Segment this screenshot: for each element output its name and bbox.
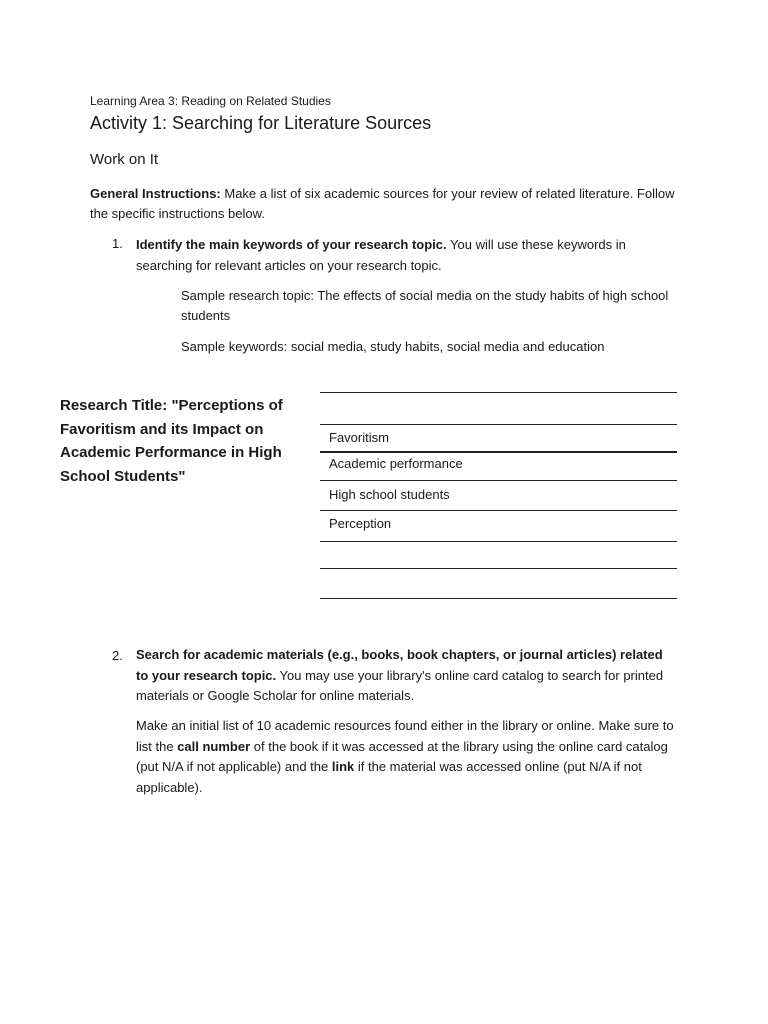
keyword-cell: Academic performance <box>329 456 463 471</box>
item-1-text <box>136 234 676 276</box>
general-instructions-label: General Instructions: <box>90 186 221 201</box>
keyword-cell: Perception <box>329 516 392 531</box>
sample-research-topic: Sample research topic: The effects of social media on the study habits of high school students <box>181 288 669 323</box>
table-line <box>320 510 677 511</box>
table-line <box>320 598 677 599</box>
research-title: Research Title: "Perceptions of Favoritism and its Impact on Academic Performance in High School Students" <box>60 397 283 485</box>
item-2-text <box>136 645 676 707</box>
general-instructions-text: Make a list of six academic sources for your review of related literature. Follow the specific instructions below. <box>90 186 675 221</box>
section-title: Work on It <box>90 151 159 168</box>
item-1-bold: Identify the main keywords of your research topic. <box>136 237 447 252</box>
table-line <box>320 392 677 393</box>
table-line <box>320 541 677 542</box>
table-line <box>320 424 677 425</box>
call-number-term: call number <box>177 738 251 754</box>
item-1-body: You will use these keywords in searching for relevant articles on your research topic. <box>136 237 626 273</box>
table-line <box>320 568 677 569</box>
keyword-table <box>320 392 677 602</box>
item-1-number: 1. <box>112 236 123 251</box>
sample-keywords: Sample keywords: social media, study habits, social media and education <box>181 339 605 354</box>
learning-area-label: Learning Area 3: Reading on Related Studies <box>90 94 331 108</box>
activity-title: Activity 1: Searching for Literature Sources <box>90 113 432 133</box>
keyword-cell: Favoritism <box>329 430 389 445</box>
item-2-para-2: of the book if it was accessed at the library using the online card catalog (put N/A if not applicable) and the <box>136 738 668 774</box>
table-line <box>320 480 677 481</box>
item-2-para-3: if the material was accessed online (put N/A if not applicable). <box>136 759 642 795</box>
link-term: link <box>331 759 355 774</box>
item-2-body: You may use your library's online card catalog to search for printed materials or Google Scholar for online materials. <box>136 667 664 703</box>
item-2-number: 2. <box>112 648 123 663</box>
general-instructions <box>90 184 690 224</box>
item-2-paragraph <box>136 716 676 798</box>
item-2-para-1: Make an initial list of 10 academic resources found either in the library or online. Make sure to list the <box>136 718 674 754</box>
keyword-cell: High school students <box>329 487 450 502</box>
table-line <box>320 451 677 453</box>
item-2-bold: Search for academic materials (e.g., books, book chapters, or journal articles) related to your research topic. <box>136 647 663 683</box>
